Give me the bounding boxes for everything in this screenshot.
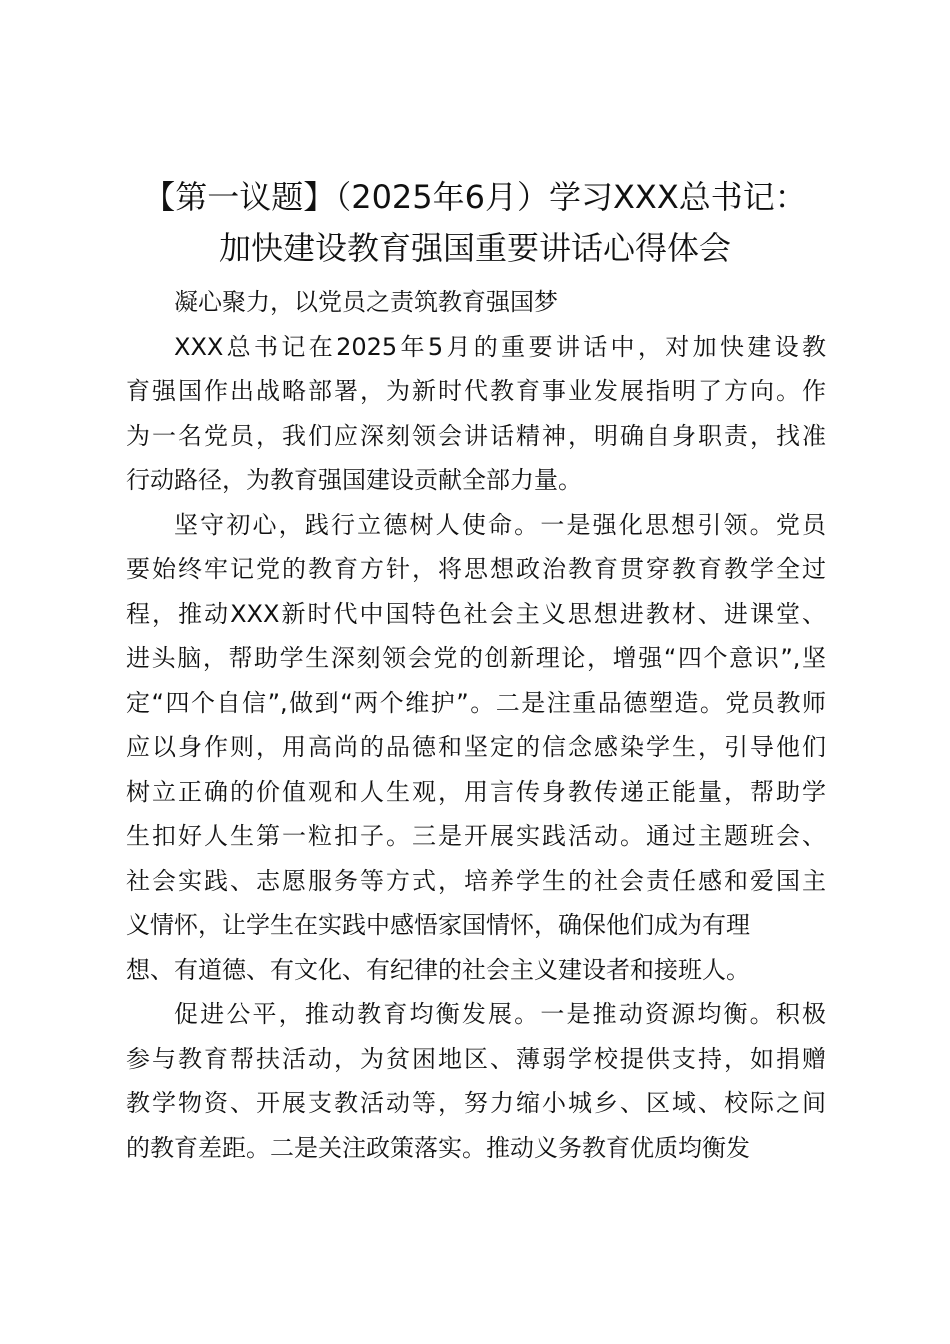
title-line-2: 加快建设教育强国重要讲话心得体会 <box>218 229 731 267</box>
section-paragraph-1 <box>126 503 826 993</box>
paragraph-line: 促进公平，推动教育均衡发展。一是推动资源均衡。积极 <box>174 1000 826 1028</box>
paragraph-line: 应以身作则，用高尚的品德和坚定的信念感染学生，引导他们 <box>126 733 826 761</box>
subtitle-paragraph <box>126 280 826 325</box>
title-line-1: 【第一议题】（2025年6月）学习XXX总书记： <box>143 178 807 216</box>
paragraph-line: 义情怀，让学生在实践中感悟家国情怀，确保他们成为有理 <box>126 911 750 939</box>
paragraph-line: 参与教育帮扶活动，为贫困地区、薄弱学校提供支持，如捐赠 <box>126 1044 826 1073</box>
document-body <box>126 280 826 1170</box>
paragraph-line: 凝心聚力，以党员之责筑教育强国梦 <box>174 288 558 316</box>
section-paragraph-2 <box>126 992 826 1170</box>
paragraph-line: 生扣好人生第一粒扣子。三是开展实践活动。通过主题班会、 <box>126 822 826 850</box>
paragraph-line: 树立正确的价值观和人生观，用言传身教传递正能量，帮助学 <box>126 777 826 806</box>
document-title <box>100 172 850 274</box>
intro-paragraph <box>126 325 826 503</box>
paragraph-line: 定“四个自信”,做到“两个维护”。二是注重品德塑造。党员教师 <box>126 688 826 717</box>
paragraph-line: 教学物资、开展支教活动等，努力缩小城乡、区域、校际之间 <box>126 1089 826 1117</box>
paragraph-line: 程，推动XXX新时代中国特色社会主义思想进教材、进课堂、 <box>126 599 826 628</box>
paragraph-line: 想、有道德、有文化、有纪律的社会主义建设者和接班人。 <box>126 955 750 984</box>
paragraph-line: 的教育差距。二是关注政策落实。推动义务教育优质均衡发 <box>126 1133 750 1162</box>
paragraph-line: 进头脑，帮助学生深刻领会党的创新理论，增强“四个意识”,坚 <box>126 644 826 672</box>
paragraph-line: 要始终牢记党的教育方针，将思想政治教育贯穿教育教学全过 <box>126 555 826 583</box>
paragraph-line: 行动路径，为教育强国建设贡献全部力量。 <box>126 466 582 494</box>
paragraph-line: 社会实践、志愿服务等方式，培养学生的社会责任感和爱国主 <box>126 866 826 895</box>
paragraph-line: 坚守初心，践行立德树人使命。一是强化思想引领。党员 <box>174 510 826 539</box>
paragraph-line: 育强国作出战略部署，为新时代教育事业发展指明了方向。作 <box>126 377 826 405</box>
paragraph-line: XXX总书记在2025年5月的重要讲话中，对加快建设教 <box>174 332 826 361</box>
paragraph-line: 为一名党员，我们应深刻领会讲话精神，明确自身职责，找准 <box>126 421 826 450</box>
